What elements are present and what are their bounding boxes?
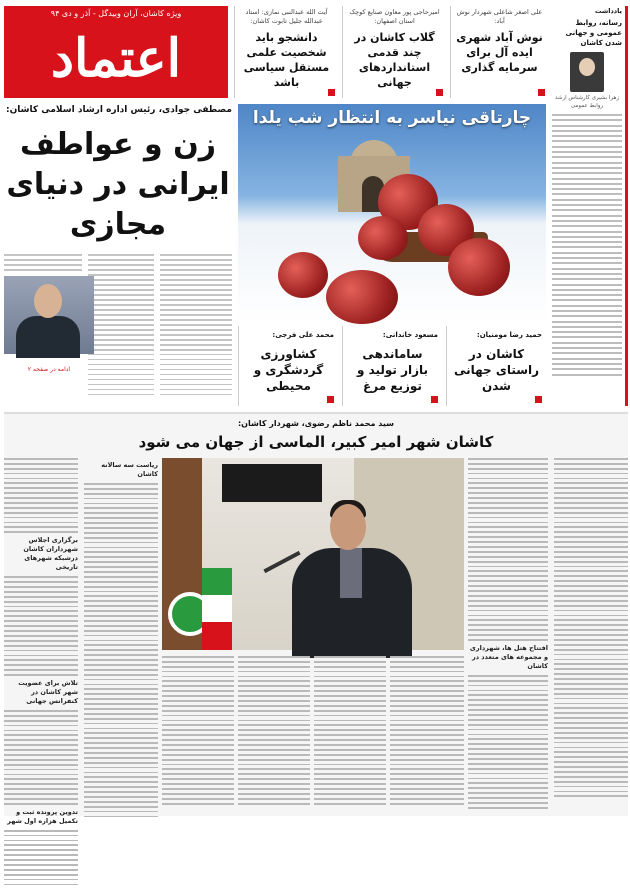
text-column: [554, 458, 628, 800]
page-marker: [436, 89, 443, 96]
body-column: [4, 254, 82, 274]
yalda-photo[interactable]: [238, 104, 546, 322]
column-kicker: یادداشت: [594, 7, 622, 15]
mayor-interview: [4, 412, 628, 825]
page-marker: [538, 89, 545, 96]
box-headline: کشاورزی گردشگری و محیطی: [253, 347, 324, 393]
subhead: ریاست سه سالانه کاشان: [101, 461, 158, 478]
teaser-noushabad[interactable]: [450, 6, 548, 98]
teaser-headline: نوش آباد شهری ایده آل برای سرمایه گذاری: [456, 31, 543, 74]
box-kicker: حمید رضا مومنیان:: [476, 331, 542, 339]
teaser-kicker: امیرحاجی پور معاون صنایع کوچک استان اصفهان:: [349, 8, 440, 25]
box-faraji[interactable]: [238, 326, 338, 406]
teaser-golab[interactable]: [342, 6, 446, 98]
body-column: [160, 254, 232, 404]
box-headline: ساماندهی بازار تولید و توزیع مرغ: [356, 347, 429, 393]
opinion-column: [552, 6, 628, 406]
teaser-headline: گلاب کاشان در چند قدمی استانداردهای جهانی: [354, 31, 435, 89]
masthead: [4, 6, 228, 98]
text-column: [314, 656, 386, 808]
author-photo: [570, 52, 604, 92]
column-headline[interactable]: رسانه، روابط عمومی و جهانی شدن کاشان: [565, 19, 622, 47]
interviewee-photo: [4, 276, 94, 354]
feature-title-line: مجازی: [69, 207, 167, 242]
page-marker: [535, 396, 542, 403]
masthead-date: ویژه کاشان، آران وبیدگل - آذر و دی ۹۴: [50, 9, 182, 18]
continued-link[interactable]: ادامه در صفحه ۲: [27, 366, 71, 373]
mayor-photo: [162, 458, 464, 650]
page-marker: [431, 396, 438, 403]
teaser-headline: دانشجو باید شخصیت علمی مستقل سیاسی باشد: [243, 31, 330, 89]
feature-title[interactable]: [4, 125, 232, 245]
newspaper-logo: اعتماد: [50, 28, 182, 89]
feature-kicker: مصطفی جوادی، رئیس اداره ارشاد اسلامی کاشان:: [5, 105, 232, 115]
box-khandani[interactable]: [342, 326, 442, 406]
photo-headline: چارتاقی نیاسر به انتظار شب یلدا: [252, 108, 532, 128]
text-column: [390, 656, 464, 808]
teaser-kicker: علی اصغر شاعلی شهردار نوش آباد:: [456, 8, 543, 25]
interview-title[interactable]: کاشان شهر امیر کبیر، الماسی از جهان می شود: [138, 433, 494, 451]
box-kicker: مسعود خاندانی:: [382, 331, 438, 339]
subhead: تدوین پرونده ثبت و تکمیل هزاره اول شهر: [7, 807, 78, 825]
feature-title-line: زن و عواطف: [20, 127, 216, 162]
page-marker: [328, 89, 335, 96]
text-column: [162, 656, 234, 808]
box-momenian[interactable]: [446, 326, 546, 406]
subhead: افتتاح هتل ها، شهرداری و مجموعه های متعدد در کاشان: [469, 643, 548, 670]
text-column: [4, 458, 78, 888]
text-column: [468, 458, 548, 812]
body-column: [88, 254, 154, 404]
column-body-text: [552, 114, 622, 376]
box-headline: کاشان در راستای جهانی شدن: [453, 347, 540, 393]
teaser-namazi[interactable]: [234, 6, 338, 98]
subhead: تلاش برای عضویت شهر کاشان در کنفرانس جهانی: [18, 678, 78, 705]
teaser-kicker: آیت الله عبدالنبی نمازی: استاد عبدالله جلیل تابوت کاشان:: [245, 8, 328, 25]
interview-kicker: سید محمد ناظم رضوی، شهردار کاشان:: [237, 419, 395, 428]
author-caption: زهرا بشیری کارشناس ارشد روابط عمومی: [554, 95, 620, 109]
text-column: [84, 458, 158, 820]
subhead: برگزاری اجلاس شهرداران کاشان درشبکه شهرهای تاریخی: [23, 536, 78, 572]
box-kicker: محمد علی فرجی:: [272, 331, 334, 339]
feature-title-line: ایرانی در دنیای: [6, 167, 230, 202]
feature-article: [4, 104, 232, 406]
page-marker: [327, 396, 334, 403]
text-column: [238, 656, 310, 808]
